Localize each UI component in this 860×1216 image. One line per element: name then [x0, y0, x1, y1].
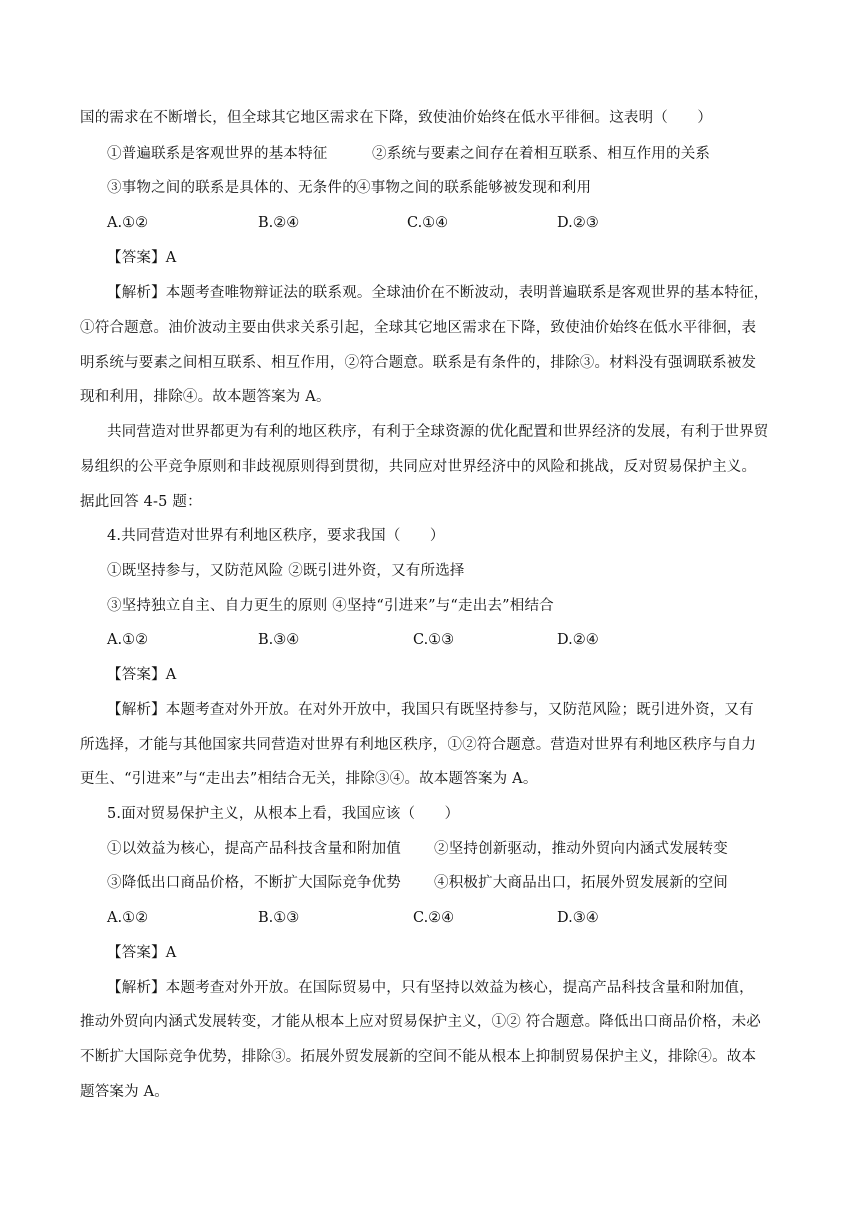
q5-option-b: B.①③	[258, 910, 300, 926]
q3-choice-2: ②系统与要素之间存在着相互联系、相互作用的关系	[372, 146, 711, 162]
material-line-3: 据此回答 4-5 题：	[80, 494, 202, 510]
q5-analysis-line-2: 推动外贸向内涵式发展转变，才能从根本上应对贸易保护主义，①② 符合题意。降低出口商品价格，未必	[80, 1014, 762, 1030]
q3-analysis-line-1: 【解析】本题考查唯物辩证法的联系观。全球油价在不断波动，表明普遍联系是客观世界的基本特征，	[107, 285, 769, 301]
q5-stem: 5.面对贸易保护主义，从根本上看，我国应该（ ）	[107, 806, 460, 822]
q5-analysis-line-3: 不断扩大国际竞争优势，排除③。拓展外贸发展新的空间不能从根本上抑制贸易保护主义，排除④。故本	[80, 1049, 757, 1065]
material-line-1: 共同营造对世界都更为有利的地区秩序，有利于全球资源的优化配置和世界经济的发展，有利于世界贸	[107, 424, 769, 440]
q5-choice-3: ③降低出口商品价格，不断扩大国际竞争优势	[107, 875, 401, 891]
q3-answer: 【答案】A	[107, 250, 177, 266]
q3-analysis-line-3: 明系统与要素之间相互联系、相互作用，②符合题意。联系是有条件的，排除③。材料没有强调联系被发	[80, 355, 757, 371]
q3-stem-tail: 国的需求在不断增长，但全球其它地区需求在下降，致使油价始终在低水平徘徊。这表明（ ）	[80, 110, 713, 126]
q5-choice-2: ②坚持创新驱动，推动外贸向内涵式发展转变	[434, 841, 728, 857]
q3-option-b: B.②④	[258, 215, 300, 231]
q5-option-c: C.②④	[413, 910, 455, 926]
q3-choice-3: ③事物之间的联系是具体的、无条件的	[107, 180, 357, 196]
q3-option-a: A.①②	[107, 215, 149, 231]
q3-option-c: C.①④	[407, 215, 449, 231]
q4-answer: 【答案】A	[107, 667, 177, 683]
q5-option-d: D.③④	[557, 910, 599, 926]
q4-option-d: D.②④	[557, 632, 599, 648]
q5-option-a: A.①②	[107, 910, 149, 926]
q4-choices-row-2: ③坚持独立自主、自力更生的原则 ④坚持“引进来”与“走出去”相结合	[107, 598, 554, 614]
q3-analysis-line-4: 现和利用，排除④。故本题答案为 A。	[80, 389, 331, 405]
q4-analysis-line-2: 所选择，才能与其他国家共同营造对世界有利地区秩序，①②符合题意。营造对世界有利地区秩序与自力	[80, 737, 757, 753]
q4-option-a: A.①②	[107, 632, 149, 648]
material-line-2: 易组织的公平竞争原则和非歧视原则得到贯彻，共同应对世界经济中的风险和挑战，反对贸易保护主义。	[80, 459, 757, 475]
q4-choices-row-1: ①既坚持参与，又防范风险 ②既引进外资，又有所选择	[107, 563, 465, 579]
q5-answer: 【答案】A	[107, 945, 177, 961]
q4-analysis-line-1: 【解析】本题考查对外开放。在对外开放中，我国只有既坚持参与，又防范风险；既引进外资，又有	[107, 702, 754, 718]
q3-option-d: D.②③	[557, 215, 599, 231]
q5-analysis-line-4: 题答案为 A。	[80, 1084, 169, 1100]
q5-choice-4: ④积极扩大商品出口，拓展外贸发展新的空间	[434, 875, 728, 891]
q4-analysis-line-3: 更生、“引进来”与“走出去”相结合无关，排除③④。故本题答案为 A。	[80, 771, 538, 787]
q3-choice-4: ④事物之间的联系能够被发现和利用	[356, 180, 592, 196]
q4-option-b: B.③④	[258, 632, 300, 648]
q4-option-c: C.①③	[413, 632, 455, 648]
q3-choice-1: ①普遍联系是客观世界的基本特征	[107, 146, 328, 162]
q5-choice-1: ①以效益为核心，提高产品科技含量和附加值	[107, 841, 401, 857]
q4-stem: 4.共同营造对世界有利地区秩序，要求我国（ ）	[107, 528, 445, 544]
q3-analysis-line-2: ①符合题意。油价波动主要由供求关系引起，全球其它地区需求在下降，致使油价始终在低水平徘徊，表	[80, 320, 757, 336]
q5-analysis-line-1: 【解析】本题考查对外开放。在国际贸易中，只有坚持以效益为核心，提高产品科技含量和附加值，	[107, 980, 754, 996]
